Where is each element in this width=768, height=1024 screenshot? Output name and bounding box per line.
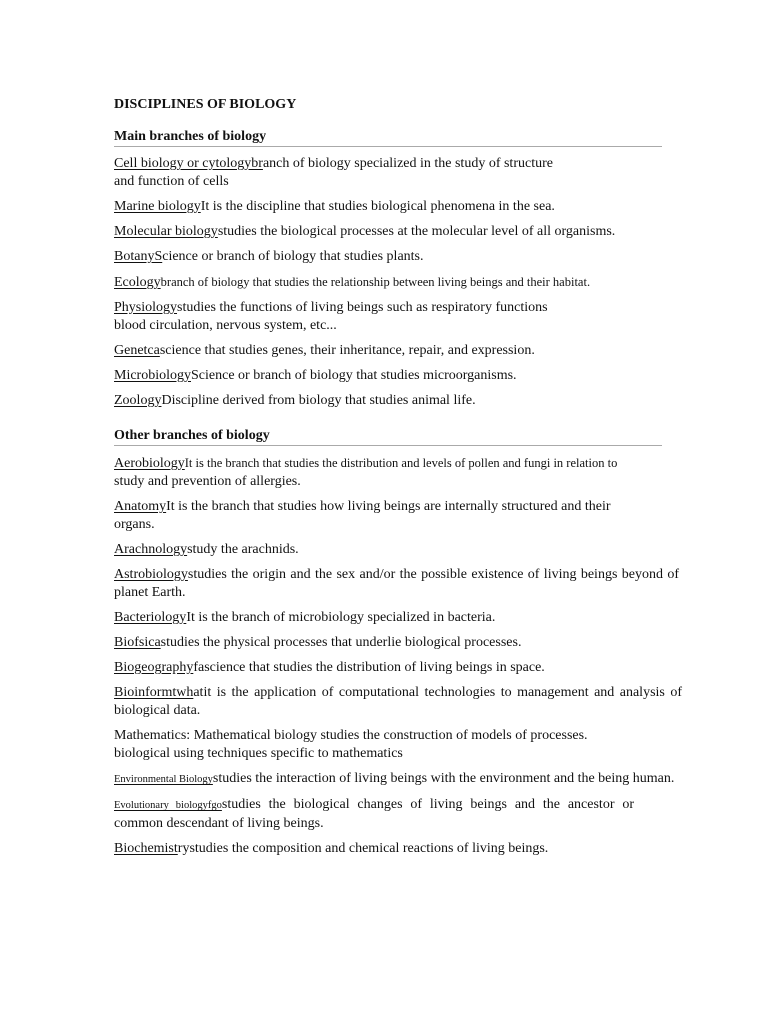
entry-molecular-biology <box>114 223 629 241</box>
entry-aerobiology <box>114 454 682 491</box>
entry-ecology <box>114 273 682 292</box>
entry-marine-biology <box>114 198 682 216</box>
entry-bacteriology <box>114 609 682 627</box>
definition-continued: and function of cells <box>114 174 229 189</box>
definition-continued: blood circulation, nervous system, etc... <box>114 318 337 333</box>
definition: It is the branch of microbiology specialized in bacteria. <box>186 610 496 625</box>
term: Aerobiology <box>114 456 185 471</box>
term: Physiology <box>114 300 178 315</box>
document-title: DISCIPLINES OF BIOLOGY <box>114 97 297 112</box>
entry-botany <box>114 248 682 266</box>
definition: Discipline derived from biology that studies animal life. <box>161 393 476 408</box>
entry-mathematical-biology <box>114 727 662 763</box>
entry-arachnology <box>114 541 682 559</box>
entry-evolutionary-biology <box>114 796 634 833</box>
term: Ecology <box>114 275 161 290</box>
definition: studies the origin and the sex and/or the possible existence of living beings beyond of planet Earth. <box>114 567 679 600</box>
entry-anatomy <box>114 498 639 534</box>
term: Environmental Biology <box>114 774 213 785</box>
entry-microbiology <box>114 367 682 385</box>
definition: anch of biology specialized in the study of structure <box>262 156 553 171</box>
entry-biophysics <box>114 634 682 652</box>
term: Evolutionary biologyfgo <box>114 800 222 811</box>
definition: studies the interaction of living beings with the environment and the being human. <box>212 771 675 786</box>
definition: studies the physical processes that underlie biological processes. <box>160 635 522 650</box>
definition: studies the biological changes of living beings and the ancestor or common descendant of living beings. <box>114 797 635 831</box>
definition: Science or branch of biology that studies microorganisms. <box>191 368 517 383</box>
entry-biogeography <box>114 659 682 677</box>
entry-zoology <box>114 392 682 410</box>
term: Microbiology <box>114 368 191 383</box>
entry-astrobiology <box>114 566 679 602</box>
definition: study the arachnids. <box>187 542 299 557</box>
term: Biofsica <box>114 635 161 650</box>
term: Biogeography <box>114 660 194 675</box>
definition: Mathematics: Mathematical biology studies the construction of models of processes. <box>114 728 588 743</box>
definition: branch of biology that studies the relationship between living beings and their habitat. <box>160 275 591 289</box>
entry-genetics <box>114 342 682 360</box>
section-spacer <box>114 417 682 427</box>
term: Anatomy <box>114 499 167 514</box>
term: BotanyS <box>114 249 163 264</box>
definition: atit is the application of computational technologies to management and analysis of biological data. <box>114 685 682 718</box>
term: Zoology <box>114 393 162 408</box>
definition-continued: biological using techniques specific to mathematics <box>114 746 403 761</box>
definition: rystudies the composition and chemical reactions of living beings. <box>177 841 549 856</box>
main-branches-heading: Main branches of biology <box>114 128 662 147</box>
entry-environmental-biology <box>114 770 678 789</box>
entry-cell-biology <box>114 155 614 191</box>
term: Molecular biology <box>114 224 218 239</box>
definition: studies the biological processes at the molecular level of all organisms. <box>217 224 616 239</box>
term: Arachnology <box>114 542 188 557</box>
definition: It is the branch that studies the distribution and levels of pollen and fungi in relation to <box>184 456 618 470</box>
term: Marine biology <box>114 199 201 214</box>
definition-continued: study and prevention of allergies. <box>114 474 301 489</box>
definition: It is the discipline that studies biological phenomena in the sea. <box>200 199 555 214</box>
document-page <box>114 96 682 865</box>
term: Bioinformtwh <box>114 685 194 700</box>
entry-biochemistry <box>114 840 682 858</box>
term: Bacteriology <box>114 610 187 625</box>
other-branches-heading: Other branches of biology <box>114 427 662 446</box>
entry-bioinformatics <box>114 684 682 720</box>
term: Genetca <box>114 343 160 358</box>
term: Biochemist <box>114 841 178 856</box>
entry-physiology <box>114 299 614 335</box>
definition: fascience that studies the distribution of living beings in space. <box>193 660 545 675</box>
definition: science that studies genes, their inheritance, repair, and expression. <box>159 343 535 358</box>
definition: It is the branch that studies how living beings are internally structured and their organs. <box>114 499 611 532</box>
term: Astrobiology <box>114 567 188 582</box>
definition: studies the functions of living beings such as respiratory functions <box>177 300 548 315</box>
definition: cience or branch of biology that studies plants. <box>162 249 424 264</box>
term: Cell biology or cytologybr <box>114 156 263 171</box>
